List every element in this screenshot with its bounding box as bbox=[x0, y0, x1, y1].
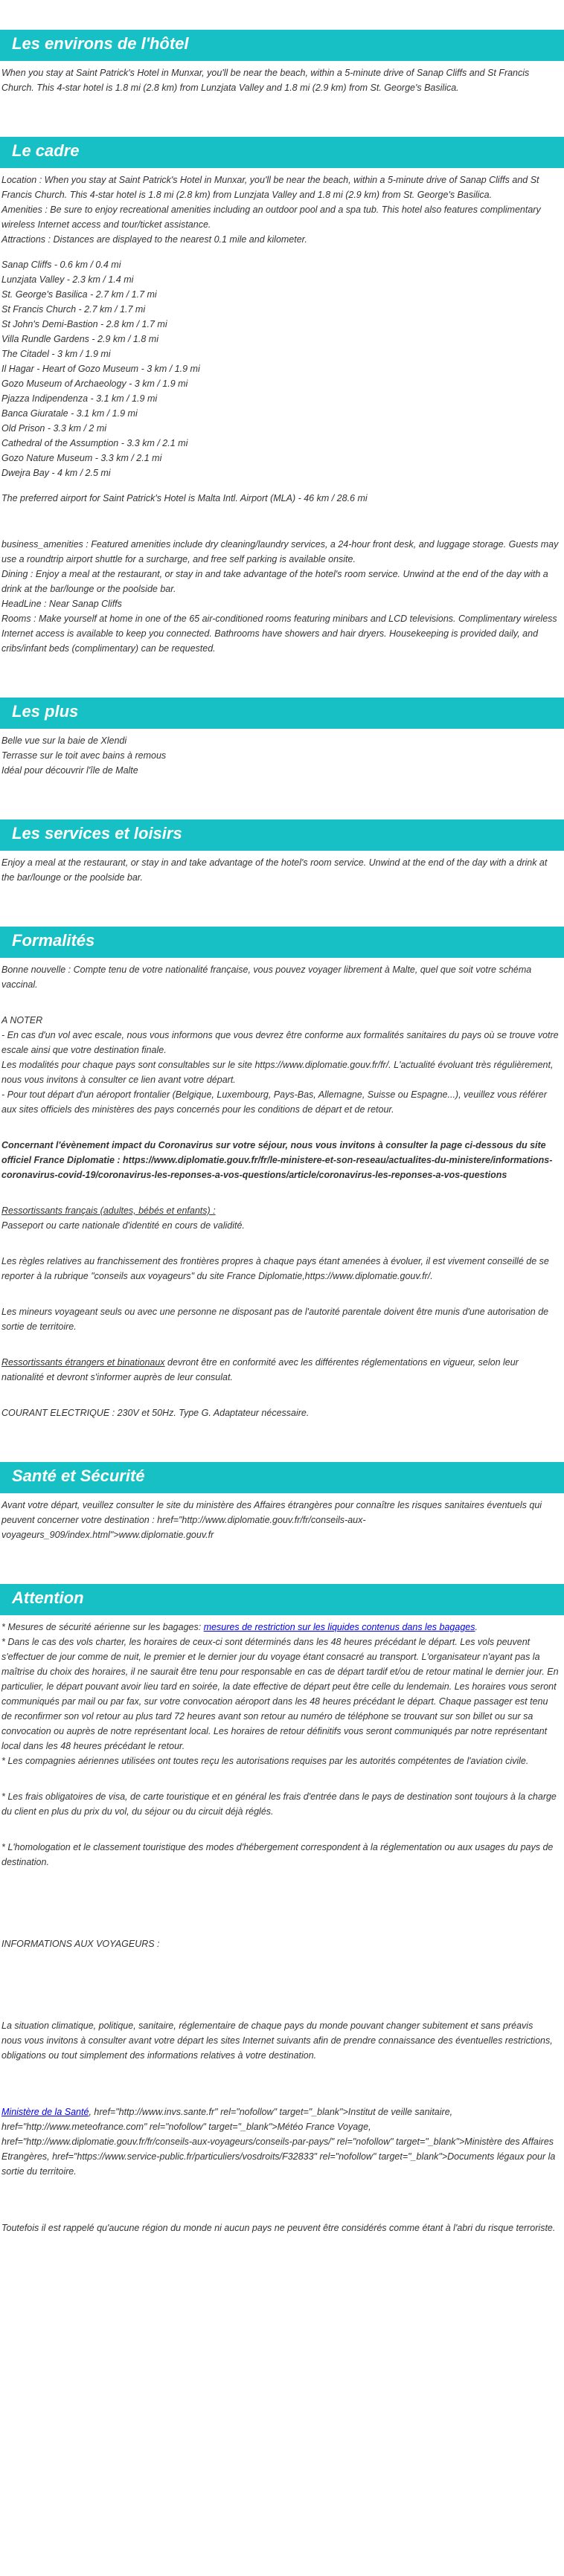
formalites-courant: COURANT ELECTRIQUE : 230V et 50Hz. Type G. Adaptateur nécessaire. bbox=[1, 1408, 310, 1418]
environs-text: When you stay at Saint Patrick's Hotel in Munxar, you'll be near the beach, within a 5-minute drive of Sanap Cliffs and St Francis Church. This 4-star hotel is 1.8 mi (2.8 km) from Lunzjata Valley and 1.8 mi (2.9 km) from St. George's Basilica. bbox=[1, 68, 530, 93]
section-header-plus: Les plus bbox=[0, 698, 564, 729]
sante-text: Avant votre départ, veuillez consulter le site du ministère des Affaires étrangères pour connaître les risques sanitaires éventuels qui peuvent concerner votre destination : href="http://www.diplomatie.gouv.fr/fr/conseils-aux-voyageurs_909/index.html">www.diplomatie.gouv.fr bbox=[1, 1500, 542, 1540]
plus-item: Idéal pour découvrir l'île de Malte bbox=[1, 765, 138, 776]
formalites-a-noter: A NOTER bbox=[1, 1015, 43, 1025]
liquides-restriction-link[interactable]: mesures de restriction sur les liquides contenus dans les bagages bbox=[203, 1622, 475, 1632]
formalites-etrangers-label: Ressortissants étrangers et binationaux bbox=[1, 1357, 165, 1368]
formalites-bonne-nouvelle: Bonne nouvelle : Compte tenu de votre nationalité française, vous pouvez voyager librement à Malte, quel que soit votre schéma vaccinal. bbox=[1, 965, 532, 990]
attention-situation: La situation climatique, politique, sanitaire, réglementaire de chaque pays du monde pouvant changer subitement et sans préavis bbox=[1, 2020, 533, 2031]
ministere-sante-link[interactable]: Ministère de la Santé bbox=[1, 2107, 89, 2117]
section-header-cadre: Le cadre bbox=[0, 137, 564, 168]
attention-terrorisme: Toutefois il est rappelé qu'aucune région du monde ni aucun pays ne peuvent être considérés comme étant à l'abri du risque terroriste. bbox=[1, 2223, 556, 2233]
distance-item: Sanap Cliffs - 0.6 km / 0.4 mi bbox=[1, 260, 121, 270]
section-header-sante: Santé et Sécurité bbox=[0, 1462, 564, 1493]
distance-item: Villa Rundle Gardens - 2.9 km / 1.8 mi bbox=[1, 334, 158, 344]
cadre-rooms: Rooms : Make yourself at home in one of the 65 air-conditioned rooms featuring minibars and LCD televisions. Complimentary wireless Internet access is available to keep you connected. Bathrooms have showers and hair dryers. Housekeeping is provided daily, and cribs/infant beds (complimentary) can be requested. bbox=[1, 614, 557, 654]
distance-item: Pjazza Indipendenza - 3.1 km / 1.9 mi bbox=[1, 393, 158, 404]
formalites-note-2: Les modalités pour chaque pays sont consultables sur le site https://www.diplomatie.gouv.fr/fr/. L'actualité évoluant très régulièrement, nous vous invitons à consulter ce lien avant votre départ. bbox=[1, 1060, 554, 1085]
distance-item: Old Prison - 3.3 km / 2 mi bbox=[1, 423, 107, 434]
section-header-environs: Les environs de l'hôtel bbox=[0, 30, 564, 61]
distance-item: Banca Giuratale - 3.1 km / 1.9 mi bbox=[1, 408, 138, 419]
cadre-attractions: Attractions : Distances are displayed to the nearest 0.1 mile and kilometer. bbox=[1, 234, 307, 245]
distance-item: The Citadel - 3 km / 1.9 mi bbox=[1, 349, 111, 359]
cadre-block bbox=[0, 173, 560, 656]
section-header-services: Les services et loisirs bbox=[0, 820, 564, 851]
attention-ministere bbox=[1, 2105, 560, 2179]
cadre-business: business_amenities : Featured amenities include dry cleaning/laundry services, a 24-hour front desk, and luggage storage. Guests may use a roundtrip airport shuttle for a surcharge, and free self parking is available onsite. bbox=[1, 539, 559, 564]
formalites-ressortissants-fr-label: Ressortissants français (adultes, bébés et enfants) : bbox=[1, 1205, 216, 1216]
distance-item: Il Hagar - Heart of Gozo Museum - 3 km / 1.9 mi bbox=[1, 364, 200, 374]
distance-item: St. George's Basilica - 2.7 km / 1.7 mi bbox=[1, 289, 157, 300]
plus-item: Belle vue sur la baie de Xlendi bbox=[1, 735, 127, 746]
formalites-regles: Les règles relatives au franchissement des frontières propres à chaque pays étant amenées à évoluer, il est vivement conseillé de se reporter à la rubrique "conseils aux voyageurs" du site France Diplomatie,https://www.diplomatie.gouv.fr/. bbox=[1, 1256, 549, 1281]
section-header-attention: Attention bbox=[0, 1584, 564, 1615]
attention-compagnies: * Les compagnies aériennes utilisées ont toutes reçu les autorisations requises par les autorités compétentes de l'aviation civile. bbox=[1, 1756, 529, 1766]
formalites-note-3: - Pour tout départ d'un aéroport frontalier (Belgique, Luxembourg, Pays-Bas, Allemagne, Suisse ou Espagne...), veuillez vous référer aux sites officiels des ministères des pays concernés pour les conditions de départ et de retour. bbox=[1, 1089, 547, 1115]
cadre-location: Location : When you stay at Saint Patrick's Hotel in Munxar, you'll be near the beach, within a 5-minute drive of Sanap Cliffs and St Francis Church. This 4-star hotel is 1.8 mi (2.8 km) from Lunzjata Valley and 1.8 mi (2.9 km) from St. George's Basilica. bbox=[1, 175, 539, 200]
formalites-mineurs: Les mineurs voyageant seuls ou avec une personne ne disposant pas de l'autorité parentale doivent être munis d'une autorisation de sortie de territoire. bbox=[1, 1307, 549, 1332]
plus-item: Terrasse sur le toit avec bains à remous bbox=[1, 750, 167, 761]
sante-block bbox=[0, 1498, 560, 1542]
distance-item: Gozo Nature Museum - 3.3 km / 2.1 mi bbox=[1, 453, 162, 463]
formalites-etrangers bbox=[1, 1355, 560, 1385]
attention-block bbox=[0, 1620, 560, 2235]
attention-ministere-rest: , href="http://www.invs.sante.fr" rel="nofollow" target="_blank">Institut de veille sanitaire, href="http://www.meteofrance.com" rel="nofollow" target="_blank">Météo France Voyage, href="http://www.diplomatie.gouv.fr/fr/conseils-aux-voyageurs/conseils-par-pays/" rel="nofollow" target="_blank">Ministère des Affaires Etrangères, href="https://www.service-public.fr/particuliers/vosdroits/F32833" rel="nofollow" target="_blank">Documents légaux pour la sortie du territoire. bbox=[1, 2107, 556, 2177]
attention-vols: * Dans le cas des vols charter, les horaires de ceux-ci sont déterminés dans les 48 heures précédant le départ. Les vols peuvent s'effectuer de jour comme de nuit, le premier et le dernier jour du voyage étant consacré au transport. L'organisateur n'ayant pas la maîtrise du choix des horaires, il ne saurait être tenu pour responsable en cas de départ tardif et/ou de retour matinal le dernier jour. En particulier, le départ pouvant avoir lieu tard en soirée, la date effective de départ peut être celle du lendemain. Les horaires vous seront communiqués par mail ou par fax, sur votre convocation aéroport dans les 48 heures précédant le départ. Chaque passager est tenu de reconfirmer son vol retour au plus tard 72 heures avant son retour au numéro de téléphone se trouvant sur son billet ou sur sa convocation ou auprès de notre représentant local. Les horaires de retour définitifs vous seront communiqués par notre représentant local dans les 48 heures précédant le retour. bbox=[1, 1637, 559, 1751]
cadre-headline: HeadLine : Near Sanap Cliffs bbox=[1, 599, 122, 609]
attention-bagages-suffix: . bbox=[475, 1622, 478, 1632]
distance-item: St John's Demi-Bastion - 2.8 km / 1.7 mi bbox=[1, 319, 167, 329]
cadre-airport: The preferred airport for Saint Patrick's Hotel is Malta Intl. Airport (MLA) - 46 km / 28.6 mi bbox=[1, 493, 368, 503]
formalites-note-1: - En cas d'un vol avec escale, nous vous informons que vous devrez être conforme aux formalités sanitaires du pays où se trouve votre escale ainsi que votre destination finale. bbox=[1, 1030, 559, 1055]
attention-homologation: * L'homologation et le classement touristique des modes d'hébergement correspondent à la réglementation ou aux usages du pays de destination. bbox=[1, 1842, 554, 1867]
distance-item: Cathedral of the Assumption - 3.3 km / 2.1 mi bbox=[1, 438, 188, 448]
distance-list bbox=[1, 257, 560, 480]
formalites-ressortissants-fr-text: Passeport ou carte nationale d'identité en cours de validité. bbox=[1, 1220, 245, 1231]
distance-item: Lunzjata Valley - 2.3 km / 1.4 mi bbox=[1, 274, 134, 285]
distance-item: St Francis Church - 2.7 km / 1.7 mi bbox=[1, 304, 146, 315]
services-text: Enjoy a meal at the restaurant, or stay in and take advantage of the hotel's room service. Unwind at the end of the day with a drink at the bar/lounge or the poolside bar. bbox=[1, 857, 548, 883]
attention-frais: * Les frais obligatoires de visa, de carte touristique et en général les frais d'entrée dans le pays de destination sont toujours à la charge du client en plus du prix du vol, du séjour ou du circuit déjà réglés. bbox=[1, 1791, 557, 1817]
plus-list bbox=[0, 733, 560, 778]
distance-item: Gozo Museum of Archaeology - 3 km / 1.9 mi bbox=[1, 379, 188, 389]
formalites-covid: Concernant l'évènement impact du Coronavirus sur votre séjour, nous vous invitons à consulter la page ci-dessous du site officiel France Diplomatie : https://www.diplomatie.gouv.fr/fr/le-ministere-et-son-reseau/actualites-du-ministere/informations-coronavirus-covid-19/coronavirus-les-reponses-a-vos-questions/article/coronavirus-les-reponses-a-vos-questions bbox=[1, 1140, 553, 1180]
cadre-dining: Dining : Enjoy a meal at the restaurant, or stay in and take advantage of the hotel's room service. Unwind at the end of the day with a drink at the bar/lounge or the poolside bar. bbox=[1, 569, 548, 594]
cadre-amenities: Amenities : Be sure to enjoy recreational amenities including an outdoor pool and a spa tub. This hotel also features complimentary wireless Internet access and tour/ticket assistance. bbox=[1, 205, 541, 230]
attention-bagages-prefix: * Mesures de sécurité aérienne sur les bagages: bbox=[1, 1622, 204, 1632]
attention-infos-title: INFORMATIONS AUX VOYAGEURS : bbox=[1, 1939, 160, 1949]
formalites-etrangers-text: devront être en conformité avec les différentes réglementations en vigueur, selon leur nationalité et devront s'informer auprès de leur consulat. bbox=[1, 1357, 519, 1382]
environs-block bbox=[0, 65, 560, 95]
attention-invitons: nous vous invitons à consulter avant votre départ les sites Internet suivants afin de prendre connaissance des éventuelles restrictions, obligations ou tout simplement des informations relatives à votre destination. bbox=[1, 2035, 553, 2061]
section-header-formalites: Formalités bbox=[0, 927, 564, 958]
formalites-block bbox=[0, 962, 560, 1420]
attention-bagages bbox=[1, 1620, 560, 1635]
distance-item: Dwejra Bay - 4 km / 2.5 mi bbox=[1, 468, 111, 478]
services-block bbox=[0, 855, 560, 885]
